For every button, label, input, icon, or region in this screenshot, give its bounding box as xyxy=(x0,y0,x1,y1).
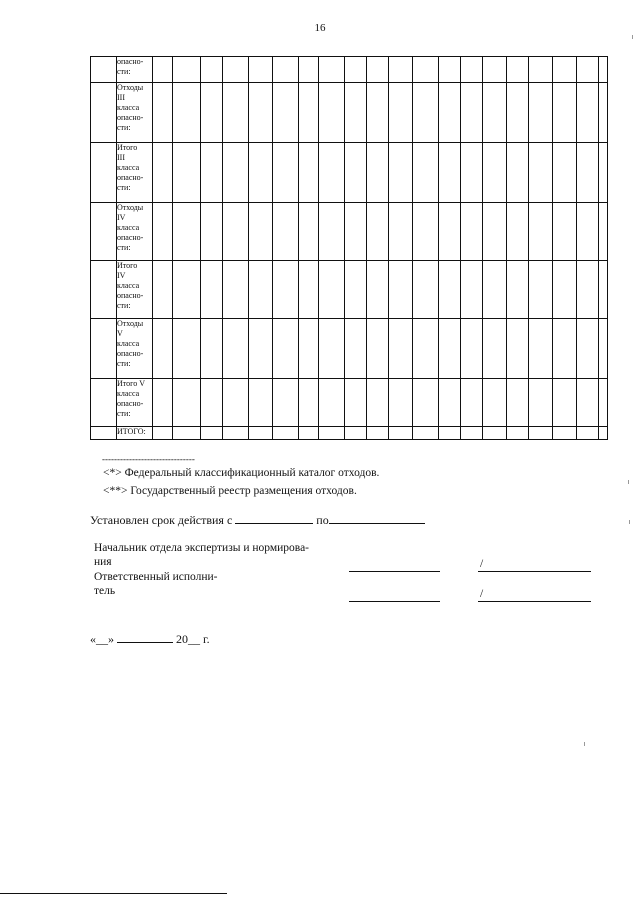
table-cell xyxy=(553,379,577,427)
table-row xyxy=(91,427,608,440)
table-cell xyxy=(577,143,599,203)
row-label-line: сти: xyxy=(117,301,131,310)
table-cell xyxy=(345,427,367,440)
table-cell xyxy=(529,261,553,319)
table-cell xyxy=(553,203,577,261)
row-label-line: сти: xyxy=(117,183,131,192)
waste-table xyxy=(90,56,608,440)
table-cell xyxy=(439,379,461,427)
table-cell xyxy=(153,379,173,427)
table-cell xyxy=(345,261,367,319)
row-label-line: опасно- xyxy=(117,291,144,300)
table-cell xyxy=(345,83,367,143)
row-label-line: Отходы xyxy=(117,319,144,328)
bottom-rule xyxy=(0,893,227,894)
executor-name-line[interactable] xyxy=(478,601,591,602)
table-cell xyxy=(367,83,389,143)
table-cell xyxy=(345,143,367,203)
table-cell xyxy=(319,319,345,379)
table-cell xyxy=(273,427,299,440)
row-label-line: опасно- xyxy=(117,233,144,242)
table-cell xyxy=(389,427,413,440)
table-cell xyxy=(367,319,389,379)
table-cell xyxy=(599,203,608,261)
footnote-2: <**> Государственный реестр размещения отходов. xyxy=(103,485,357,497)
table-cell xyxy=(577,261,599,319)
table-cell xyxy=(439,427,461,440)
row-label-line: опасно- xyxy=(117,57,144,66)
table-cell xyxy=(599,57,608,83)
table-cell xyxy=(91,203,117,261)
executor-signature-line[interactable] xyxy=(349,601,440,602)
table-cell xyxy=(249,379,273,427)
date-day[interactable]: «__» xyxy=(90,632,114,646)
table-cell xyxy=(461,379,483,427)
table-cell xyxy=(389,319,413,379)
table-cell xyxy=(389,379,413,427)
row-label xyxy=(117,203,153,261)
table-cell xyxy=(345,57,367,83)
row-label-line: класса xyxy=(117,389,140,398)
table-cell xyxy=(507,379,529,427)
table-cell xyxy=(153,319,173,379)
table-cell xyxy=(507,427,529,440)
row-label xyxy=(117,379,153,427)
executor-label-line-2: тель xyxy=(94,585,116,597)
table-cell xyxy=(201,143,223,203)
executor-slash: / xyxy=(480,588,484,600)
table-cell xyxy=(483,427,507,440)
table-cell xyxy=(483,57,507,83)
table-cell xyxy=(439,143,461,203)
table-cell xyxy=(599,427,608,440)
table-cell xyxy=(389,83,413,143)
table-cell xyxy=(249,143,273,203)
table-row xyxy=(91,261,608,319)
table-cell xyxy=(345,379,367,427)
table-cell xyxy=(529,379,553,427)
table-cell xyxy=(273,319,299,379)
validity-middle: по xyxy=(316,513,329,527)
row-label xyxy=(117,83,153,143)
table-cell xyxy=(273,261,299,319)
table-row xyxy=(91,319,608,379)
table-cell xyxy=(223,319,249,379)
table-cell xyxy=(173,319,201,379)
table-cell xyxy=(599,319,608,379)
table-cell xyxy=(91,261,117,319)
row-label-line: класса xyxy=(117,223,140,232)
table-cell xyxy=(299,379,319,427)
scan-mark xyxy=(628,480,629,484)
scan-mark xyxy=(584,742,585,746)
validity-prefix: Установлен срок действия с xyxy=(90,513,233,527)
table-cell xyxy=(413,203,439,261)
head-label-line-2: ния xyxy=(94,556,112,568)
table-cell xyxy=(367,57,389,83)
table-cell xyxy=(439,319,461,379)
table-cell xyxy=(319,57,345,83)
table-cell xyxy=(577,319,599,379)
row-label-line: опасно- xyxy=(117,399,144,408)
row-label-line: V xyxy=(117,329,123,338)
row-label-line: класса xyxy=(117,281,140,290)
table-cell xyxy=(319,203,345,261)
table-cell xyxy=(299,143,319,203)
table-cell xyxy=(529,83,553,143)
table-cell xyxy=(319,427,345,440)
table-cell xyxy=(249,427,273,440)
footnote-1: <*> Федеральный классификационный каталог отходов. xyxy=(103,467,380,479)
row-label xyxy=(117,261,153,319)
row-label-line: сти: xyxy=(117,409,131,418)
table-cell xyxy=(91,319,117,379)
table-cell xyxy=(249,83,273,143)
table-cell xyxy=(299,261,319,319)
table-cell xyxy=(599,261,608,319)
table-cell xyxy=(201,261,223,319)
table-cell xyxy=(91,379,117,427)
row-label-line: IV xyxy=(117,213,126,222)
table-cell xyxy=(553,427,577,440)
row-label-line: класса xyxy=(117,163,140,172)
row-label-line: Итого V xyxy=(117,379,146,388)
row-label-line: Итого xyxy=(117,261,138,270)
table-row xyxy=(91,143,608,203)
table-cell xyxy=(319,143,345,203)
table-cell xyxy=(299,57,319,83)
scan-mark xyxy=(632,35,633,39)
table-cell xyxy=(507,319,529,379)
table-cell xyxy=(599,143,608,203)
table-cell xyxy=(367,379,389,427)
table-cell xyxy=(461,203,483,261)
table-cell xyxy=(461,427,483,440)
head-of-department-label xyxy=(94,541,354,569)
head-slash: / xyxy=(480,558,484,570)
table-cell xyxy=(553,261,577,319)
table-cell xyxy=(249,57,273,83)
row-label-line: сти: xyxy=(117,123,131,132)
table-cell xyxy=(319,379,345,427)
table-cell xyxy=(483,319,507,379)
table-cell xyxy=(483,143,507,203)
table-cell xyxy=(389,143,413,203)
table-cell xyxy=(577,57,599,83)
table-cell xyxy=(553,57,577,83)
table-cell xyxy=(413,83,439,143)
table-cell xyxy=(153,427,173,440)
footnote-separator: ------------------------------- xyxy=(102,454,195,464)
table-cell xyxy=(413,427,439,440)
row-label-line: сти: xyxy=(117,359,131,368)
row-label-line: ИТОГО: xyxy=(117,427,146,436)
table-cell xyxy=(461,57,483,83)
table-cell xyxy=(413,379,439,427)
table-cell xyxy=(223,427,249,440)
table-cell xyxy=(577,203,599,261)
table-cell xyxy=(249,319,273,379)
table-cell xyxy=(461,261,483,319)
table-cell xyxy=(483,379,507,427)
table-cell xyxy=(173,261,201,319)
page-number: 16 xyxy=(314,22,326,34)
table-cell xyxy=(153,203,173,261)
table-cell xyxy=(223,143,249,203)
table-cell xyxy=(461,143,483,203)
table-cell xyxy=(273,203,299,261)
date-line xyxy=(90,631,210,647)
table-cell xyxy=(553,143,577,203)
table-cell xyxy=(223,57,249,83)
table-cell xyxy=(483,261,507,319)
table-cell xyxy=(91,57,117,83)
table-cell xyxy=(201,83,223,143)
table-cell xyxy=(153,143,173,203)
table-cell xyxy=(173,379,201,427)
table-cell xyxy=(367,427,389,440)
row-label-line: опасно- xyxy=(117,173,144,182)
scan-mark xyxy=(629,520,630,524)
table-cell xyxy=(153,261,173,319)
table-cell xyxy=(223,83,249,143)
row-label-line: III xyxy=(117,93,125,102)
table-cell xyxy=(483,203,507,261)
table-cell xyxy=(273,143,299,203)
row-label-line: Отходы xyxy=(117,83,144,92)
table-cell xyxy=(249,203,273,261)
table-cell xyxy=(367,261,389,319)
table-cell xyxy=(223,261,249,319)
table-cell xyxy=(173,427,201,440)
row-label-line: класса xyxy=(117,103,140,112)
table-row xyxy=(91,83,608,143)
validity-line xyxy=(90,512,425,528)
table-cell xyxy=(345,203,367,261)
row-label-line: опасно- xyxy=(117,349,144,358)
table-cell xyxy=(367,143,389,203)
date-year[interactable]: 20__ г. xyxy=(176,632,210,646)
table-cell xyxy=(461,83,483,143)
table-cell xyxy=(529,427,553,440)
row-label-line: сти: xyxy=(117,67,131,76)
table-cell xyxy=(529,143,553,203)
table-cell xyxy=(273,379,299,427)
table-cell xyxy=(223,379,249,427)
row-label xyxy=(117,319,153,379)
table-cell xyxy=(201,379,223,427)
table-cell xyxy=(507,57,529,83)
table-cell xyxy=(273,83,299,143)
table-cell xyxy=(439,203,461,261)
table-cell xyxy=(249,261,273,319)
validity-from-blank[interactable] xyxy=(235,512,313,524)
table-cell xyxy=(461,319,483,379)
executor-label xyxy=(94,570,354,598)
table-cell xyxy=(91,427,117,440)
table-cell xyxy=(299,203,319,261)
table-cell xyxy=(299,319,319,379)
table-cell xyxy=(273,57,299,83)
row-label-line: IV xyxy=(117,271,126,280)
executor-label-line-1: Ответственный исполни- xyxy=(94,571,218,583)
table-row xyxy=(91,203,608,261)
table-cell xyxy=(599,83,608,143)
table-cell xyxy=(439,261,461,319)
row-label-line: Отходы xyxy=(117,203,144,212)
head-name-line[interactable] xyxy=(478,571,591,572)
table-cell xyxy=(173,143,201,203)
table-cell xyxy=(201,319,223,379)
row-label-line: класса xyxy=(117,339,140,348)
table-cell xyxy=(529,203,553,261)
table-cell xyxy=(173,83,201,143)
table-cell xyxy=(577,427,599,440)
table-cell xyxy=(439,83,461,143)
row-label-line: III xyxy=(117,153,125,162)
table-row xyxy=(91,57,608,83)
table-cell xyxy=(483,83,507,143)
table-row xyxy=(91,379,608,427)
table-cell xyxy=(553,83,577,143)
head-label-line-1: Начальник отдела экспертизы и нормирова- xyxy=(94,542,310,554)
row-label xyxy=(117,57,153,83)
table-cell xyxy=(299,427,319,440)
table-cell xyxy=(319,83,345,143)
table-cell xyxy=(201,57,223,83)
table-cell xyxy=(577,379,599,427)
table-cell xyxy=(345,319,367,379)
table-cell xyxy=(299,83,319,143)
table-cell xyxy=(413,319,439,379)
table-cell xyxy=(439,57,461,83)
row-label-line: сти: xyxy=(117,243,131,252)
table-cell xyxy=(153,83,173,143)
table-cell xyxy=(507,143,529,203)
table-cell xyxy=(201,427,223,440)
table-cell xyxy=(529,319,553,379)
validity-to-blank[interactable] xyxy=(329,512,425,524)
table-cell xyxy=(173,203,201,261)
table-cell xyxy=(507,203,529,261)
table-cell xyxy=(91,143,117,203)
table-cell xyxy=(507,261,529,319)
table-cell xyxy=(173,57,201,83)
table-cell xyxy=(413,261,439,319)
table-cell xyxy=(553,319,577,379)
row-label xyxy=(117,143,153,203)
table-cell xyxy=(389,57,413,83)
table-cell xyxy=(319,261,345,319)
date-month-blank[interactable] xyxy=(117,631,173,643)
table-cell xyxy=(413,143,439,203)
table-cell xyxy=(91,83,117,143)
table-cell xyxy=(577,83,599,143)
table-cell xyxy=(599,379,608,427)
table-cell xyxy=(367,203,389,261)
head-signature-line[interactable] xyxy=(349,571,440,572)
table-cell xyxy=(223,203,249,261)
table-cell xyxy=(389,203,413,261)
table-cell xyxy=(389,261,413,319)
row-label xyxy=(117,427,153,440)
table-cell xyxy=(529,57,553,83)
table-cell xyxy=(413,57,439,83)
table-cell xyxy=(201,203,223,261)
table-cell xyxy=(507,83,529,143)
row-label-line: Итого xyxy=(117,143,138,152)
row-label-line: опасно- xyxy=(117,113,144,122)
table-cell xyxy=(153,57,173,83)
